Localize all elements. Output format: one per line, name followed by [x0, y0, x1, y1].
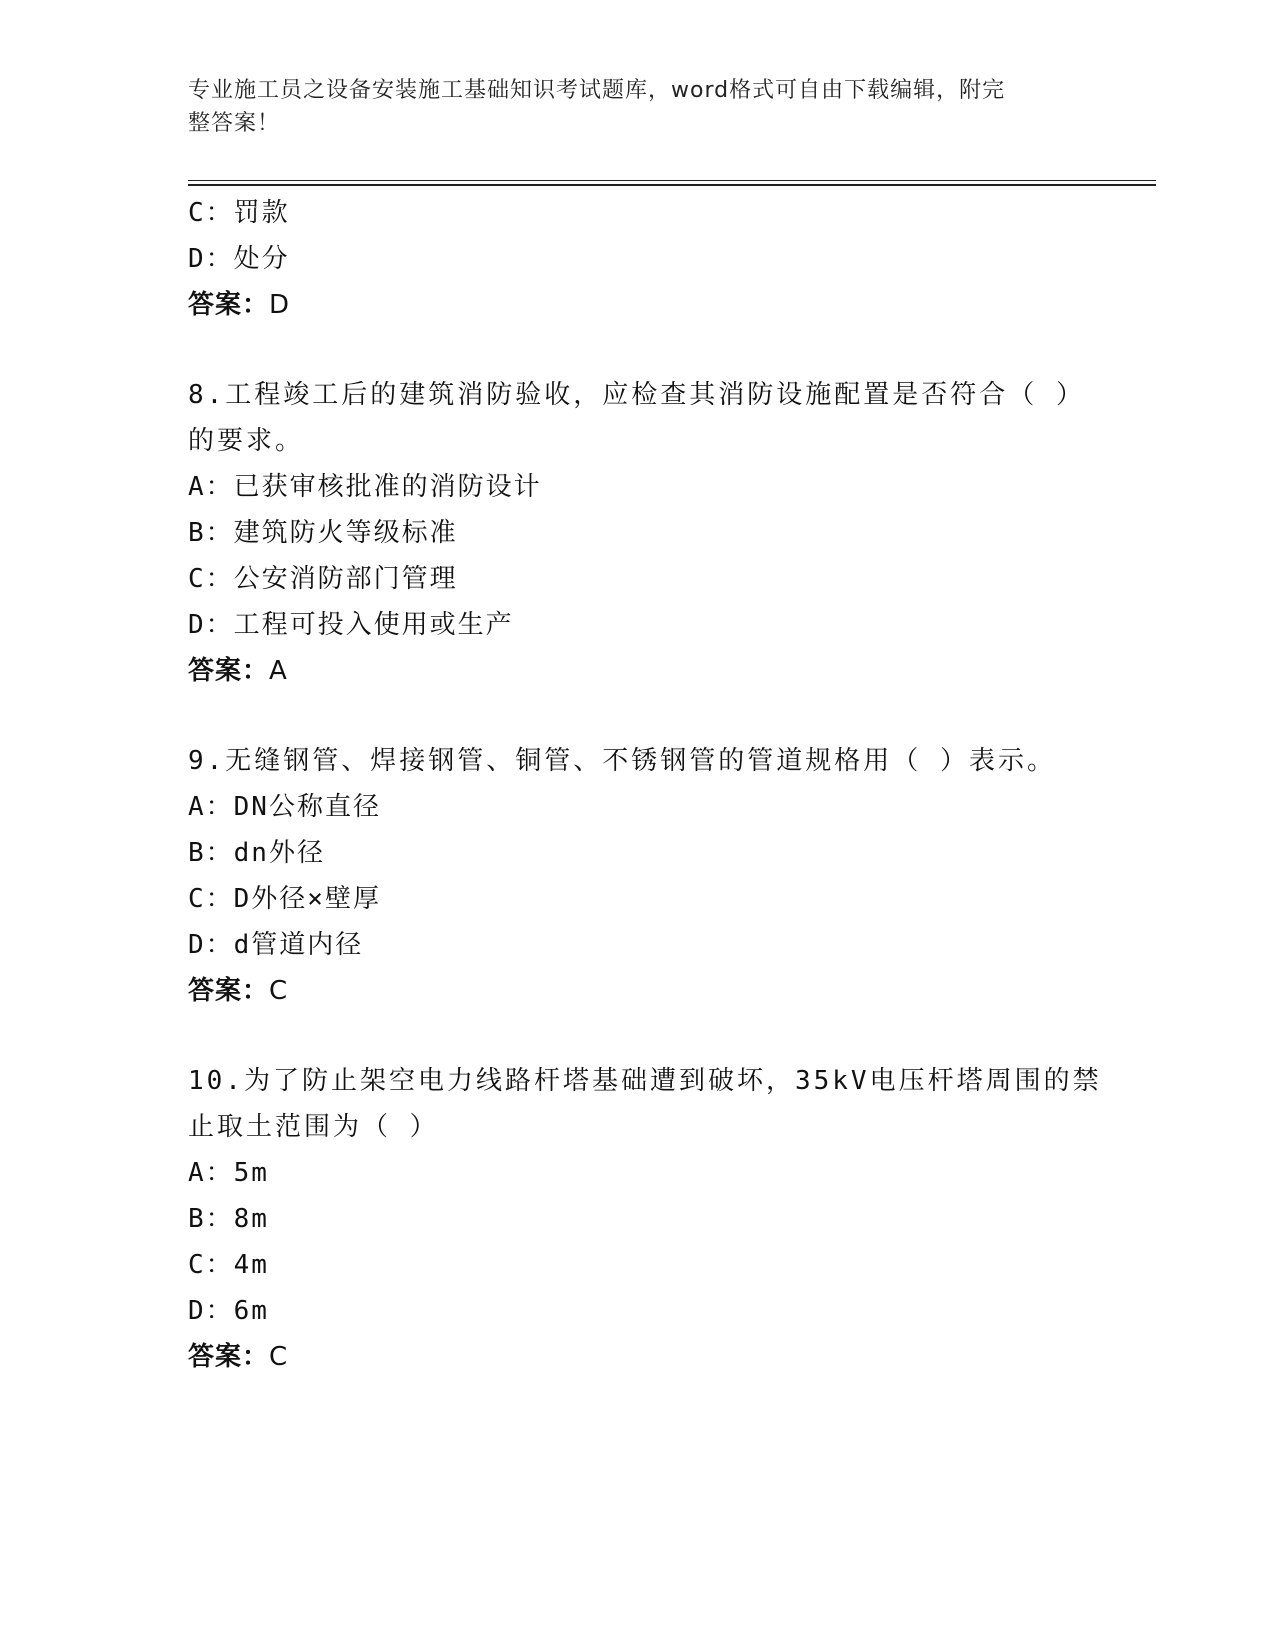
- option-b: B：8m: [188, 1204, 269, 1234]
- option-d: D：处分: [188, 244, 290, 274]
- answer-label: 答案：: [188, 1342, 270, 1372]
- answer-line: [188, 968, 1088, 1014]
- question-stem-line-1: 10.为了防止架空电力线路杆塔基础遭到破坏，35kV电压杆塔周围的禁: [188, 1066, 1102, 1096]
- question-stem-line-1: 9.无缝钢管、焊接钢管、铜管、不锈钢管的管道规格用（ ）表示。: [188, 746, 1056, 776]
- answer-value: A: [269, 656, 288, 686]
- answer-line: [188, 282, 1088, 328]
- question-stem-line-1: 8.工程竣工后的建筑消防验收，应检查其消防设施配置是否符合（ ）: [188, 380, 1085, 410]
- question-8: [188, 372, 1088, 694]
- answer-label: 答案：: [188, 290, 270, 320]
- question-7-tail: [188, 190, 1088, 328]
- question-gap: [188, 694, 1088, 738]
- document-body: [188, 190, 1102, 1380]
- question-gap: [188, 328, 1088, 372]
- answer-value: C: [269, 1342, 289, 1372]
- answer-value: D: [269, 290, 291, 320]
- question-9: [188, 738, 1088, 1014]
- option-c: C：4m: [188, 1250, 269, 1280]
- option-a: A：已获审核批准的消防设计: [188, 472, 542, 502]
- answer-line: [188, 648, 1088, 694]
- header-divider-bottom: [188, 184, 1156, 186]
- question-stem-line-2: 止取土范围为（ ）: [188, 1112, 439, 1142]
- document-header: [188, 74, 1088, 140]
- question-stem-line-2: 的要求。: [188, 426, 305, 456]
- option-d: D：6m: [188, 1296, 269, 1326]
- option-d: D：工程可投入使用或生产: [188, 610, 514, 640]
- option-d: D：d管道内径: [188, 930, 364, 960]
- answer-label: 答案：: [188, 976, 270, 1006]
- question-10: [188, 1058, 1102, 1380]
- option-c: C：公安消防部门管理: [188, 564, 458, 594]
- option-c: C：D外径×壁厚: [188, 884, 381, 914]
- answer-label: 答案：: [188, 656, 270, 686]
- header-line-2: 整答案！: [188, 111, 281, 136]
- option-a: A：5m: [188, 1158, 269, 1188]
- option-c: C：罚款: [188, 198, 290, 228]
- question-gap: [188, 1014, 1088, 1058]
- header-line-1: 专业施工员之设备安装施工基础知识考试题库，word格式可自由下载编辑，附完: [188, 78, 1006, 103]
- header-divider-top: [188, 180, 1156, 181]
- option-b: B：dn外径: [188, 838, 325, 868]
- option-a: A：DN公称直径: [188, 792, 381, 822]
- answer-line: [188, 1334, 1088, 1380]
- answer-value: C: [269, 976, 289, 1006]
- option-b: B：建筑防火等级标准: [188, 518, 458, 548]
